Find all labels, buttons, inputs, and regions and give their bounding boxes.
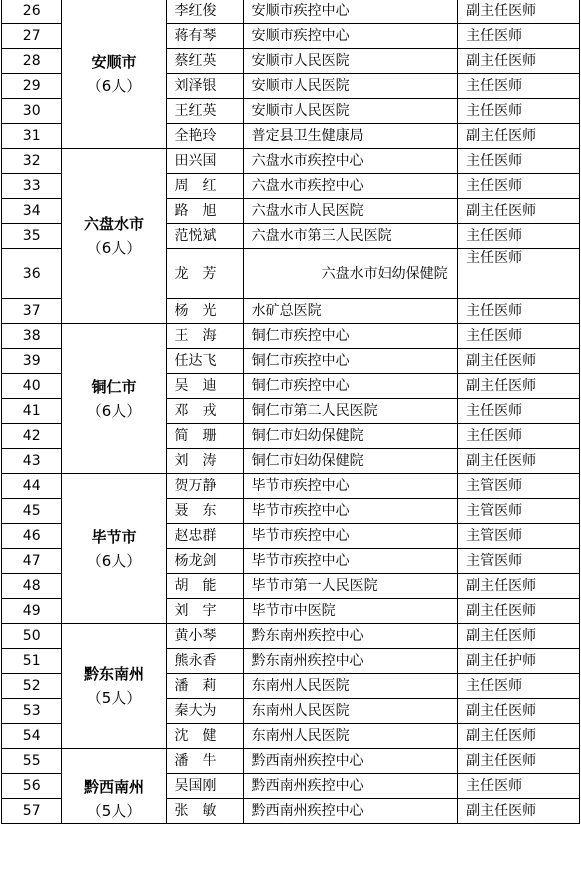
row-number: 38 — [2, 324, 62, 349]
expert-title: 主任医师 — [458, 224, 580, 249]
expert-title: 副主任医师 — [458, 624, 580, 649]
expert-title: 主任医师 — [458, 674, 580, 699]
expert-title: 副主任医师 — [458, 0, 580, 24]
row-number: 28 — [2, 49, 62, 74]
expert-title: 副主任医师 — [458, 374, 580, 399]
expert-name: 张 敏 — [166, 799, 243, 824]
expert-title: 主任医师 — [458, 24, 580, 49]
expert-name: 王 海 — [166, 324, 243, 349]
city-group-cell — [62, 149, 166, 324]
row-number: 54 — [2, 724, 62, 749]
expert-organization: 毕节市疾控中心 — [243, 524, 458, 549]
row-number: 26 — [2, 0, 62, 24]
expert-organization: 安顺市人民医院 — [243, 74, 458, 99]
expert-name: 全艳玲 — [166, 124, 243, 149]
expert-organization: 六盘水市人民医院 — [243, 199, 458, 224]
expert-title: 副主任医师 — [458, 724, 580, 749]
city-name: 铜仁市 — [91, 377, 137, 396]
expert-title: 主任医师 — [458, 99, 580, 124]
expert-title: 副主任医师 — [458, 574, 580, 599]
row-number: 51 — [2, 649, 62, 674]
city-group-cell — [62, 324, 166, 474]
expert-name: 刘 宇 — [166, 599, 243, 624]
row-number: 46 — [2, 524, 62, 549]
expert-title: 主任医师 — [458, 174, 580, 199]
expert-organization: 铜仁市第二人民医院 — [243, 399, 458, 424]
city-name: 毕节市 — [91, 527, 137, 546]
city-count: （6人） — [86, 76, 142, 95]
expert-organization: 黔西南州疾控中心 — [243, 799, 458, 824]
expert-title: 主任医师 — [458, 324, 580, 349]
row-number: 52 — [2, 674, 62, 699]
expert-organization: 安顺市人民医院 — [243, 99, 458, 124]
expert-title: 副主任医师 — [458, 599, 580, 624]
expert-name: 李红俊 — [166, 0, 243, 24]
expert-name: 蒋有琴 — [166, 24, 243, 49]
expert-title: 副主任护师 — [458, 649, 580, 674]
row-number: 40 — [2, 374, 62, 399]
expert-name: 黄小琴 — [166, 624, 243, 649]
row-number: 55 — [2, 749, 62, 774]
row-number: 36 — [2, 249, 62, 299]
expert-name: 龙 芳 — [166, 249, 243, 299]
city-group-cell — [62, 749, 166, 824]
expert-title: 主任医师 — [458, 249, 580, 299]
expert-title: 主任医师 — [458, 74, 580, 99]
row-number: 33 — [2, 174, 62, 199]
row-number: 48 — [2, 574, 62, 599]
table-row — [2, 624, 580, 649]
row-number: 35 — [2, 224, 62, 249]
expert-name: 田兴国 — [166, 149, 243, 174]
expert-title: 主任医师 — [458, 299, 580, 324]
city-group-cell — [62, 624, 166, 749]
expert-organization: 黔东南州疾控中心 — [243, 624, 458, 649]
expert-title: 副主任医师 — [458, 199, 580, 224]
expert-organization: 安顺市疾控中心 — [243, 24, 458, 49]
city-count: （6人） — [86, 401, 142, 420]
row-number: 37 — [2, 299, 62, 324]
expert-title: 副主任医师 — [458, 124, 580, 149]
row-number: 27 — [2, 24, 62, 49]
expert-name: 简 珊 — [166, 424, 243, 449]
city-group-cell — [62, 474, 166, 624]
expert-organization: 六盘水市妇幼保健院 — [243, 249, 458, 299]
expert-title: 主任医师 — [458, 149, 580, 174]
expert-organization: 黔西南州疾控中心 — [243, 749, 458, 774]
row-number: 41 — [2, 399, 62, 424]
expert-name: 聂 东 — [166, 499, 243, 524]
expert-organization: 东南州人民医院 — [243, 724, 458, 749]
row-number: 39 — [2, 349, 62, 374]
expert-title: 副主任医师 — [458, 699, 580, 724]
expert-organization: 黔东南州疾控中心 — [243, 649, 458, 674]
city-name: 六盘水市 — [83, 215, 144, 233]
expert-title: 副主任医师 — [458, 349, 580, 374]
city-count: （6人） — [86, 239, 142, 257]
table-row — [2, 0, 580, 24]
row-number: 30 — [2, 99, 62, 124]
expert-name: 范悦斌 — [166, 224, 243, 249]
city-group-cell — [62, 0, 166, 149]
expert-title: 副主任医师 — [458, 449, 580, 474]
expert-name: 秦大为 — [166, 699, 243, 724]
expert-organization: 安顺市人民医院 — [243, 49, 458, 74]
expert-name: 王红英 — [166, 99, 243, 124]
expert-name: 潘 牛 — [166, 749, 243, 774]
expert-name: 吴国刚 — [166, 774, 243, 799]
city-name: 黔东南州 — [83, 665, 144, 683]
row-number: 31 — [2, 124, 62, 149]
expert-organization: 毕节市疾控中心 — [243, 549, 458, 574]
expert-name: 沈 健 — [166, 724, 243, 749]
expert-title: 主管医师 — [458, 499, 580, 524]
expert-organization: 六盘水市疾控中心 — [243, 174, 458, 199]
row-number: 49 — [2, 599, 62, 624]
expert-name: 杨龙剑 — [166, 549, 243, 574]
expert-name: 刘泽银 — [166, 74, 243, 99]
expert-title: 主任医师 — [458, 424, 580, 449]
expert-organization: 普定县卫生健康局 — [243, 124, 458, 149]
expert-title: 主管医师 — [458, 474, 580, 499]
row-number: 34 — [2, 199, 62, 224]
expert-title: 主任医师 — [458, 399, 580, 424]
row-number: 50 — [2, 624, 62, 649]
expert-name: 路 旭 — [166, 199, 243, 224]
expert-organization: 毕节市疾控中心 — [243, 474, 458, 499]
city-name: 黔西南州 — [83, 778, 144, 796]
table-row — [2, 149, 580, 174]
expert-name: 刘 涛 — [166, 449, 243, 474]
expert-title: 副主任医师 — [458, 799, 580, 824]
expert-name: 周 红 — [166, 174, 243, 199]
expert-organization: 铜仁市疾控中心 — [243, 324, 458, 349]
row-number: 47 — [2, 549, 62, 574]
expert-name: 贺万静 — [166, 474, 243, 499]
expert-organization: 东南州人民医院 — [243, 674, 458, 699]
expert-organization: 铜仁市疾控中心 — [243, 349, 458, 374]
expert-title: 副主任医师 — [458, 749, 580, 774]
expert-name: 杨 光 — [166, 299, 243, 324]
expert-organization: 六盘水市第三人民医院 — [243, 224, 458, 249]
row-number: 29 — [2, 74, 62, 99]
row-number: 56 — [2, 774, 62, 799]
row-number: 32 — [2, 149, 62, 174]
expert-organization: 安顺市疾控中心 — [243, 0, 458, 24]
expert-organization: 毕节市疾控中心 — [243, 499, 458, 524]
table-row — [2, 324, 580, 349]
city-name: 安顺市 — [91, 52, 137, 71]
row-number: 42 — [2, 424, 62, 449]
expert-organization: 毕节市中医院 — [243, 599, 458, 624]
expert-title: 副主任医师 — [458, 49, 580, 74]
city-count: （5人） — [86, 802, 142, 820]
expert-name: 赵忠群 — [166, 524, 243, 549]
row-number: 53 — [2, 699, 62, 724]
expert-organization: 黔西南州疾控中心 — [243, 774, 458, 799]
expert-title: 主管医师 — [458, 524, 580, 549]
expert-title: 主管医师 — [458, 549, 580, 574]
expert-organization: 铜仁市疾控中心 — [243, 374, 458, 399]
row-number: 43 — [2, 449, 62, 474]
expert-organization: 六盘水市疾控中心 — [243, 149, 458, 174]
expert-title: 主任医师 — [458, 774, 580, 799]
expert-name: 吴 迪 — [166, 374, 243, 399]
row-number: 44 — [2, 474, 62, 499]
table-row — [2, 474, 580, 499]
expert-organization: 毕节市第一人民医院 — [243, 574, 458, 599]
expert-table — [1, 0, 580, 824]
expert-name: 胡 能 — [166, 574, 243, 599]
row-number: 45 — [2, 499, 62, 524]
expert-table-body — [2, 0, 580, 824]
expert-organization: 东南州人民医院 — [243, 699, 458, 724]
city-count: （6人） — [86, 551, 142, 570]
expert-organization: 铜仁市妇幼保健院 — [243, 449, 458, 474]
expert-organization: 铜仁市妇幼保健院 — [243, 424, 458, 449]
city-count: （5人） — [86, 689, 142, 707]
expert-name: 潘 莉 — [166, 674, 243, 699]
expert-organization: 水矿总医院 — [243, 299, 458, 324]
expert-name: 熊永香 — [166, 649, 243, 674]
row-number: 57 — [2, 799, 62, 824]
expert-name: 邓 戎 — [166, 399, 243, 424]
expert-name: 任达飞 — [166, 349, 243, 374]
table-row — [2, 749, 580, 774]
expert-name: 蔡红英 — [166, 49, 243, 74]
